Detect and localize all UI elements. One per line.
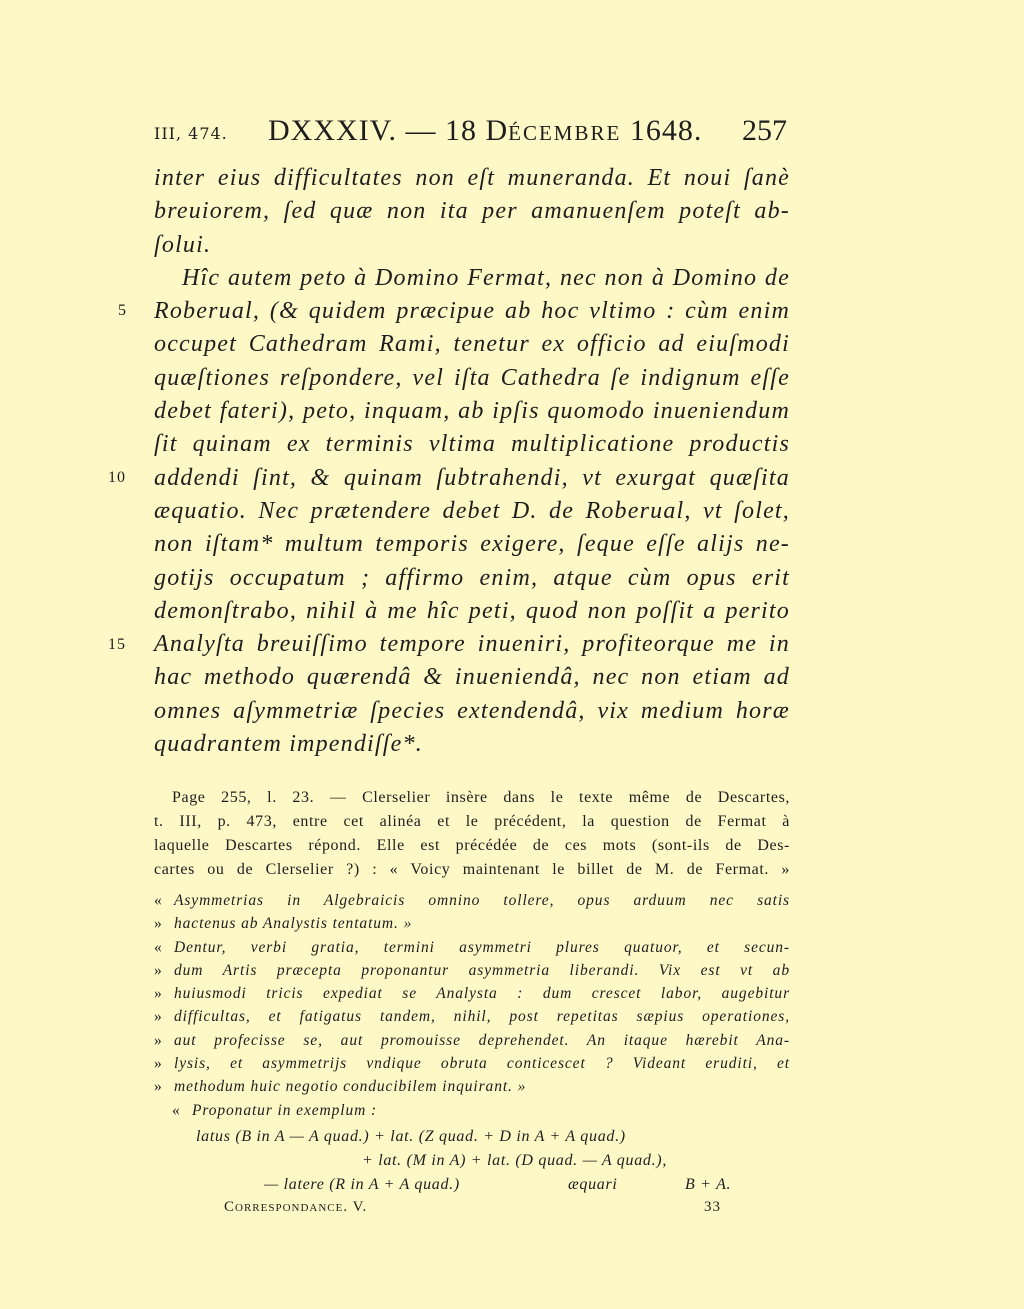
text-line: gotijs occupatum ; affirmo enim, atque cùm opus erit	[154, 564, 790, 591]
quote-mark: »	[154, 1031, 163, 1049]
note-line: Page 255, l. 23. — Clerselier insère dans le texte même de Descartes,	[172, 789, 790, 806]
text-line: demonſtrabo, nihil à me hîc peti, quod non poſſit a perito	[154, 597, 790, 624]
formula-line-3c: B + A.	[685, 1176, 732, 1193]
quote-mark: »	[154, 1008, 163, 1026]
quote-line	[154, 1075, 790, 1098]
text-line: ſolui.	[154, 231, 212, 258]
text-line: occupet Cathedram Rami, tenetur ex officio ad eiuſmodi	[154, 331, 790, 358]
quote-text: hactenus ab Analystis tentatum. »	[174, 915, 413, 933]
quote-text: lysis, et asymmetrijs vndique obruta conticescet ? Videant eruditi, et	[174, 1055, 790, 1073]
quote-line	[154, 889, 790, 912]
quote-mark: »	[154, 1078, 163, 1096]
note-line: cartes ou de Clerselier ?) : « Voicy maintenant le billet de M. de Fermat. »	[154, 861, 790, 878]
quote-mark: »	[154, 961, 163, 979]
footer-signature: Correspondance. V.	[224, 1199, 368, 1215]
quote-line	[154, 1099, 790, 1122]
quote-line	[154, 1029, 790, 1052]
quote-text: aut profecisse se, aut promouisse deprehendet. An itaque hærebit Ana-	[174, 1031, 790, 1049]
quote-text: Dentur, verbi gratia, termini asymmetri plures quatuor, et secun-	[174, 938, 790, 956]
text-line: hac methodo quærendâ & inueniendâ, nec non etiam ad	[154, 664, 790, 691]
quote-line	[154, 912, 790, 935]
quote-mark: «	[154, 892, 163, 909]
fermat-quote	[154, 889, 790, 1122]
quote-line	[154, 1005, 790, 1028]
header-title-part1: DXXXIV. — 18 D	[268, 114, 509, 147]
main-text	[154, 162, 790, 761]
text-line: Roberual, (& quidem præcipue ab hoc vltimo : cùm enim	[154, 298, 790, 325]
line-number-15: 15	[108, 636, 126, 653]
text-line: breuiorem, ſed quæ non ita per amanuenſem poteſt ab-	[154, 198, 790, 225]
note-line: laquelle Descartes répond. Elle est précédée de ces mots (sont-ils de Des-	[154, 837, 790, 854]
quote-mark: «	[172, 1101, 181, 1119]
editorial-note	[154, 786, 790, 882]
footer-sheet-number: 33	[704, 1199, 721, 1215]
quote-mark: «	[154, 938, 163, 956]
quote-line	[154, 1052, 790, 1075]
formula-line-2: + lat. (M in A) + lat. (D quad. — A quad.),	[362, 1152, 668, 1169]
text-line: Analyſta breuiſſimo tempore inueniri, profiteorque me in	[154, 631, 790, 658]
quote-mark: »	[154, 915, 163, 933]
formula-line-3b: æquari	[568, 1176, 618, 1193]
text-line: quæſtiones reſpondere, vel iſta Cathedra ſe indignum eſſe	[154, 364, 790, 391]
page-number: 257	[742, 114, 787, 147]
quote-text: dum Artis præcepta proponantur asymmetria liberandi. Vix est vt ab	[174, 961, 790, 979]
text-line: omnes aſymmetriæ ſpecies extendendâ, vix medium horæ	[154, 697, 790, 724]
quote-text: difficultas, et fatigatus tandem, nihil, post repetitas sæpius operationes,	[174, 1008, 790, 1026]
quote-mark: »	[154, 1055, 163, 1073]
note-line: t. III, p. 473, entre cet alinéa et le précédent, la question de Fermat à	[154, 813, 790, 830]
text-line: quadrantem impendiſſe*.	[154, 731, 423, 758]
quote-line	[154, 959, 790, 982]
text-line: addendi ſint, & quinam ſubtrahendi, vt exurgat quæſita	[154, 464, 790, 491]
formula-line-1: latus (B in A — A quad.) + lat. (Z quad. + D in A + A quad.)	[196, 1128, 626, 1145]
line-number-10: 10	[108, 469, 126, 486]
text-line: Hîc autem peto à Domino Fermat, nec non à Domino de	[182, 264, 790, 291]
line-number-5: 5	[118, 302, 127, 319]
formula-line-3a: — latere (R in A + A quad.)	[264, 1176, 460, 1193]
quote-text: Proponatur in exemplum :	[192, 1101, 378, 1119]
quote-text: Asymmetrias in Algebraicis omnino tollere, opus arduum nec satis	[174, 892, 790, 909]
quote-text: huiusmodi tricis expediat se Analysta : dum crescet labor, augebitur	[174, 985, 790, 1003]
text-line: æquatio. Nec prætendere debet D. de Roberual, vt ſolet,	[154, 497, 790, 524]
header-title-part2: ÉCEMBRE	[508, 121, 622, 145]
header-reference: III, 474.	[154, 124, 228, 143]
text-line: debet fateri), peto, inquam, ab ipſis quomodo inueniendum	[154, 398, 790, 425]
text-line: inter eius difficultates non eſt muneranda. Et noui ſanè	[154, 165, 790, 191]
quote-line	[154, 936, 790, 959]
quote-text: methodum huic negotio conducibilem inquirant. »	[174, 1078, 527, 1096]
header-title-part3: 1648.	[621, 114, 703, 147]
text-line: non iſtam* multum temporis exigere, ſeque eſſe alijs ne-	[154, 531, 790, 558]
text-line: ſit quinam ex terminis vltima multiplicatione productis	[154, 431, 790, 458]
quote-line	[154, 982, 790, 1005]
quote-mark: »	[154, 985, 163, 1003]
header-title	[268, 114, 702, 154]
